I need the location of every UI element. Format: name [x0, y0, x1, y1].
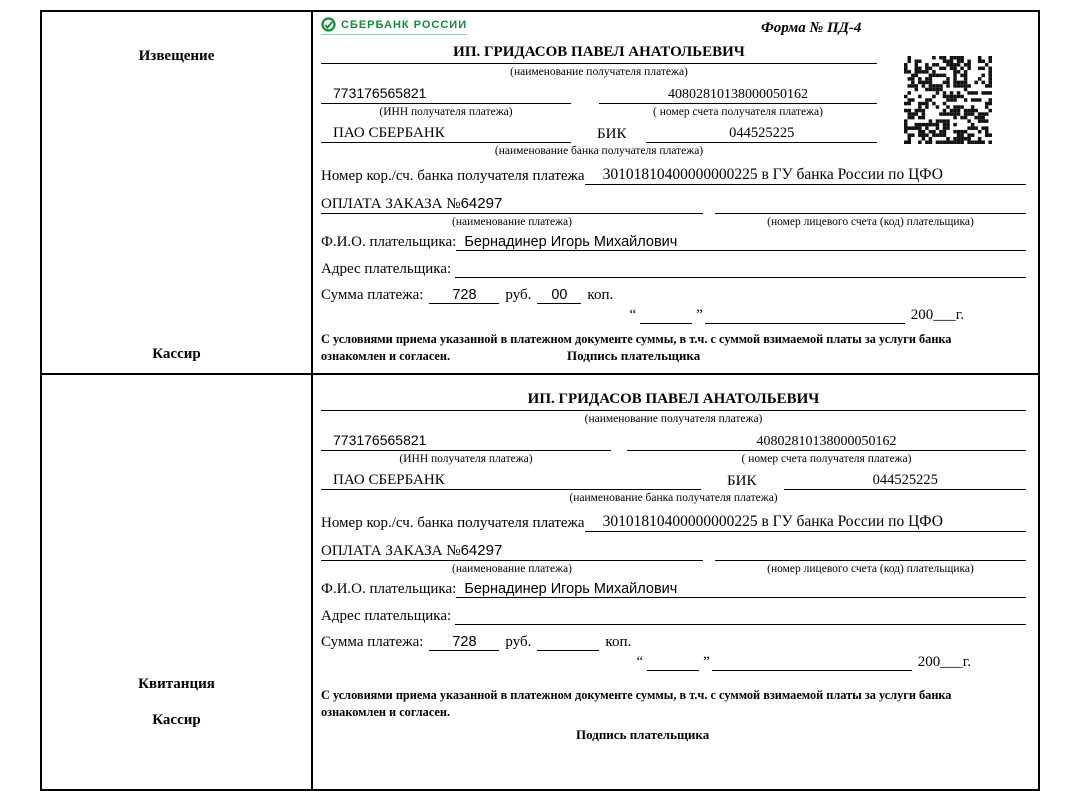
payment-purpose-row	[321, 195, 1026, 214]
bik-value: 044525225	[646, 125, 877, 143]
notice-section	[42, 12, 1038, 375]
notice-cashier-label: Кассир	[152, 346, 201, 362]
payer-name-label: Ф.И.О. плательщика:	[321, 581, 457, 597]
payer-signature-label: Подпись плательщика	[567, 348, 701, 364]
amount-label: Сумма платежа:	[321, 287, 424, 303]
amount-rubles: 728	[429, 287, 499, 304]
kop-label: коп.	[587, 287, 614, 303]
amount-kopecks: 00	[537, 287, 581, 304]
payer-name-value: Бернадинер Игорь Михайлович	[456, 581, 1026, 598]
account-field	[599, 85, 877, 104]
corr-label: Номер кор./сч. банка получателя платежа	[321, 515, 585, 531]
quote-open: “	[636, 654, 644, 670]
corr-value: 30101810400000000225 в ГУ банка России по ЦФО	[585, 513, 1026, 532]
date-day-blank	[640, 308, 692, 324]
notice-form-body	[313, 12, 1038, 373]
receipt-section	[42, 375, 1038, 789]
bank-name: ПАО СБЕРБАНК	[321, 125, 571, 143]
account-value: 40802810138000050162	[756, 434, 897, 449]
corr-value: 30101810400000000225 в ГУ банка России по ЦФО	[585, 166, 1026, 185]
inn-field	[321, 85, 571, 104]
inn-caption: (ИНН получателя платежа)	[379, 106, 513, 118]
corr-account-row	[321, 166, 1026, 185]
purpose-label: ОПЛАТА ЗАКАЗА №	[321, 196, 461, 212]
payer-address-label: Адрес плательщика:	[321, 608, 452, 624]
receipt-form-body	[313, 375, 1038, 789]
corr-account-row	[321, 513, 1026, 532]
corr-label: Номер кор./сч. банка получателя платежа	[321, 168, 585, 184]
form-number: Форма № ПД-4	[761, 20, 862, 36]
personal-account-blank	[715, 213, 1026, 214]
account-field	[627, 432, 1026, 451]
account-value: 40802810138000050162	[668, 87, 808, 102]
amount-row	[321, 634, 1026, 651]
quote-close: ”	[703, 654, 710, 670]
amount-row	[321, 287, 1026, 304]
account-caption: ( номер счета получателя платежа)	[653, 106, 823, 118]
quote-close: ”	[696, 307, 703, 323]
payer-signature-label: Подпись плательщика	[576, 727, 710, 743]
amount-label: Сумма платежа:	[321, 634, 424, 650]
bik-label: БИК	[597, 126, 627, 142]
amount-rubles: 728	[429, 634, 499, 651]
bik-label: БИК	[727, 473, 757, 489]
date-row	[321, 654, 971, 671]
payment-purpose-field	[321, 195, 703, 214]
payment-purpose-row	[321, 542, 1026, 561]
bik-value: 044525225	[784, 472, 1026, 490]
purpose-label: ОПЛАТА ЗАКАЗА №	[321, 543, 461, 559]
terms-text: С условиями приема указанной в платежном документе суммы, в т.ч. с суммой взимаемой платы за услуги банка ознакомлен и согласен.	[321, 688, 952, 720]
payer-address-label: Адрес плательщика:	[321, 261, 452, 277]
payer-name-row	[321, 234, 1026, 251]
terms-block	[321, 687, 1026, 743]
payer-address-row	[321, 607, 1026, 625]
payee-caption: (наименование получателя платежа)	[584, 413, 763, 425]
sberbank-logo	[321, 14, 467, 35]
payer-address-blank	[455, 260, 1026, 278]
payer-name-row	[321, 581, 1026, 598]
payee-name: ИП. ГРИДАСОВ ПАВЕЛ АНАТОЛЬЕВИЧ	[321, 44, 877, 64]
payee-name: ИП. ГРИДАСОВ ПАВЕЛ АНАТОЛЬЕВИЧ	[321, 391, 1026, 411]
payer-name-label: Ф.И.О. плательщика:	[321, 234, 457, 250]
year-label: 200___г.	[917, 654, 971, 670]
receipt-left-column	[42, 375, 313, 789]
bank-row	[321, 125, 877, 143]
inn-account-row	[321, 432, 1026, 451]
sberbank-logo-icon	[321, 17, 336, 32]
purpose-caption: (наименование платежа)	[452, 216, 572, 228]
payer-address-blank	[455, 607, 1026, 625]
rub-label: руб.	[505, 634, 532, 650]
bank-caption: (наименование банка получателя платежа)	[569, 492, 778, 504]
personal-account-caption: (номер лицевого счета (код) плательщика)	[767, 563, 974, 575]
purpose-value: 64297	[460, 195, 503, 212]
terms-block	[321, 331, 1026, 365]
purpose-value: 64297	[460, 542, 503, 559]
purpose-caption: (наименование платежа)	[452, 563, 572, 575]
terms-text: С условиями приема указанной в платежном документе суммы, в т.ч. с суммой взимаемой платы за услуги банка ознакомлен и согласен.	[321, 332, 952, 364]
sberbank-logo-text: СБЕРБАНК РОССИИ	[341, 18, 468, 31]
payer-name-value: Бернадинер Игорь Михайлович	[456, 234, 1026, 251]
bank-row	[321, 472, 1026, 490]
payee-caption: (наименование получателя платежа)	[510, 66, 688, 78]
notice-left-column	[42, 12, 313, 373]
bank-caption: (наименование банка получателя платежа)	[494, 145, 704, 157]
inn-value: 773176565821	[333, 432, 427, 448]
amount-kopecks-blank	[537, 634, 599, 651]
quote-open: “	[629, 307, 637, 323]
personal-account-blank	[715, 560, 1026, 561]
purpose-captions	[321, 216, 1026, 228]
bank-name: ПАО СБЕРБАНК	[321, 472, 701, 490]
inn-field	[321, 432, 611, 451]
receipt-label: Квитанция	[138, 676, 215, 692]
payment-purpose-field	[321, 542, 703, 561]
inn-value: 773176565821	[333, 85, 427, 101]
receipt-upper-block	[321, 391, 1026, 504]
date-row	[321, 307, 964, 324]
qr-code	[904, 56, 992, 144]
form-border	[40, 10, 1040, 791]
date-month-blank	[712, 655, 912, 671]
notice-header	[321, 14, 1026, 42]
inn-account-row	[321, 85, 877, 104]
payer-address-row	[321, 260, 1026, 278]
date-month-blank	[705, 308, 905, 324]
inn-caption: (ИНН получателя платежа)	[399, 453, 533, 465]
inn-account-captions	[321, 453, 1026, 465]
purpose-captions	[321, 563, 1026, 575]
kop-label: коп.	[605, 634, 632, 650]
receipt-cashier-label: Кассир	[152, 712, 201, 728]
personal-account-caption: (номер лицевого счета (код) плательщика)	[767, 216, 974, 228]
notice-upper-block	[321, 44, 877, 157]
year-label: 200___г.	[910, 307, 964, 323]
rub-label: руб.	[505, 287, 532, 303]
account-caption: ( номер счета получателя платежа)	[741, 453, 912, 465]
notice-label: Извещение	[138, 48, 215, 64]
inn-account-captions	[321, 106, 877, 118]
date-day-blank	[647, 655, 699, 671]
